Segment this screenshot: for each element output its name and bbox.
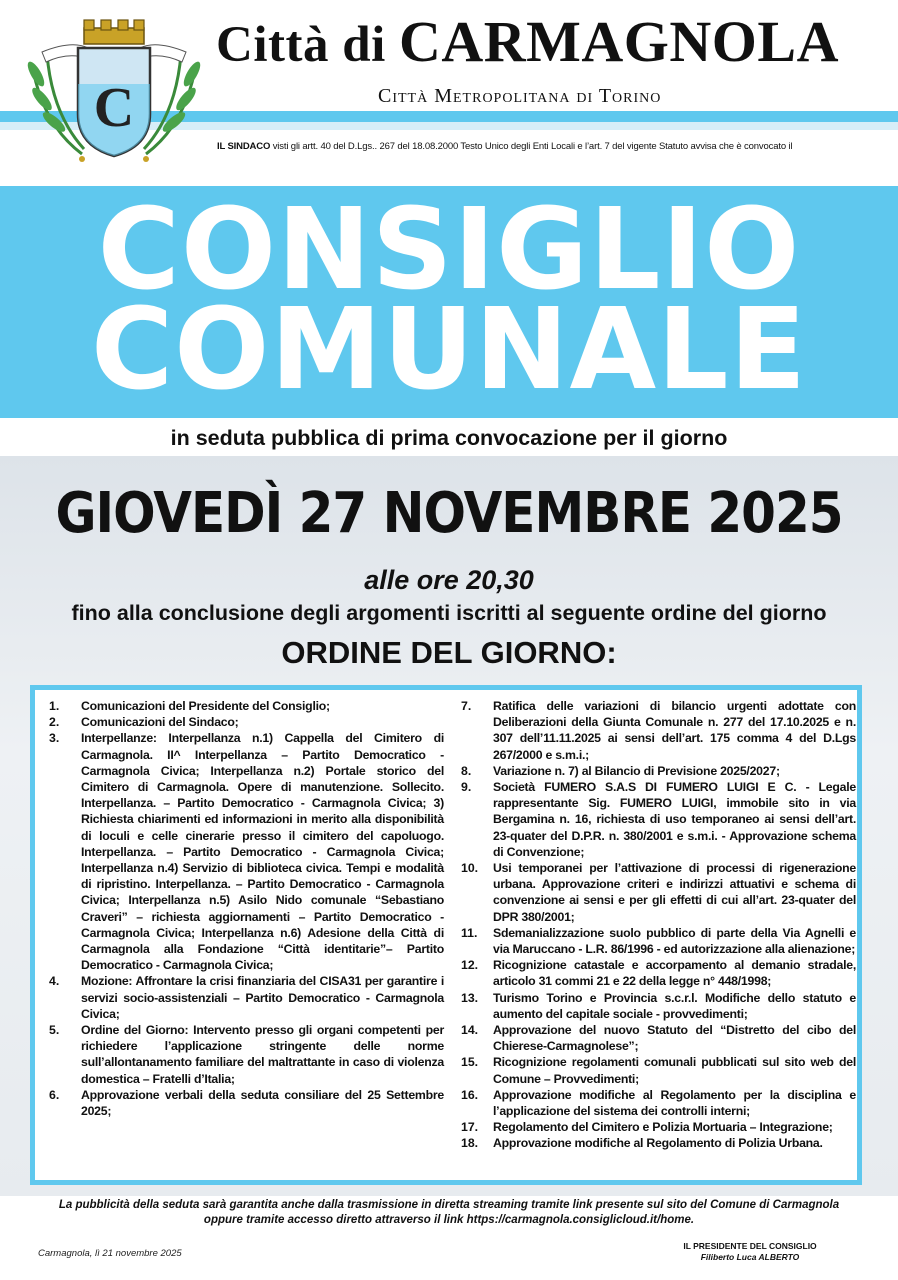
agenda-item: 8. Variazione n. 7) al Bilancio di Previsione 2025/2027; <box>461 763 780 778</box>
streaming-note-line-1: La pubblicità della seduta sarà garantita anche dalla trasmissione in diretta streaming tramite link presente sul sito del Comune di Carmagnola <box>58 1199 840 1211</box>
city-title-prefix: Città di <box>216 17 386 73</box>
header <box>0 0 898 185</box>
meeting-time: alle ore 20,30 <box>364 565 534 595</box>
sindaco-text: visti gli artt. 40 del D.Lgs.. 267 del 18.08.2000 Testo Unico degli Enti Locali e l’art. 7 del vigente Statuto avvisa che è convocato il <box>270 141 793 152</box>
agenda-column-left <box>49 698 444 1119</box>
agenda-box <box>30 685 862 1185</box>
agenda-item: 16. Approvazione modifiche al Regolamento per la disciplina e l’applicazione del sistema dei controlli interni; <box>461 1087 856 1119</box>
agenda-item: 17. Regolamento del Cimitero e Polizia Mortuaria – Integrazione; <box>461 1120 833 1135</box>
svg-text:C: C <box>93 77 135 139</box>
president-signature <box>630 1241 870 1263</box>
agenda-item: 9. Società FUMERO S.A.S DI FUMERO LUIGI E C. - Legale rappresentante Sig. FUMERO LUIGI, immobile sito in via Bergamina n. 16, richiesta di uso temporaneo ai sensi dell’art. 23-quater del D.P.R. n. 380/2001 e s.m.i. - Approvazione schema di Convenzione; <box>461 780 856 859</box>
sindaco-notice <box>217 141 792 152</box>
agenda-item: 10. Usi temporanei per l’attivazione di processi di rigenerazione urbana. Approvazione criteri e indirizzi attuativi e schema di convenzione ai sensi e per gli effetti di cui all’art. 23-quater del DPR 380/2001; <box>461 861 856 924</box>
streaming-note <box>0 1198 898 1228</box>
banner-line-1: CONSIGLIO <box>97 185 801 315</box>
agenda-item: 5. Ordine del Giorno: Intervento presso gli organi competenti per richiedere l’applicazione stringente delle norme sull’allontanamento familiare del maltrattante in caso di violenza domestica – Fratelli d’Italia; <box>49 1023 444 1086</box>
agenda-intro: fino alla conclusione degli argomenti iscritti al seguente ordine del giorno <box>71 601 827 625</box>
sindaco-label: IL SINDACO <box>217 141 271 152</box>
agenda-item: 2. Comunicazioni del Sindaco; <box>49 715 239 730</box>
agenda-item: 12. Ricognizione catastale e accorpamento al demanio stradale, articolo 31 commi 21 e 22 della legge n° 448/1998; <box>461 958 856 989</box>
agenda-item: 1. Comunicazioni del Presidente del Consiglio; <box>49 699 330 713</box>
agenda-item: 18. Approvazione modifiche al Regolamento di Polizia Urbana. <box>461 1136 823 1151</box>
agenda-item: 7. Ratifica delle variazioni di bilancio urgenti adottate con Deliberazioni della Giunta Comunale n. 277 del 17.10.2025 e n. 307 dell’11.11.2025 ai sensi dell’art. 175 comma 4 del D.Lgs 267/2000 e s.m.i.; <box>461 699 856 762</box>
agenda-item: 11. Sdemanializzazione suolo pubblico di parte della Via Agnelli e via Maruccano - L.R. 86/1996 - ed autorizzazione alla alienazione; <box>461 925 856 957</box>
banner <box>0 186 898 418</box>
city-subtitle: Città Metropolitana di Torino <box>378 85 662 107</box>
streaming-note-line-2: oppure tramite accesso diretto attraverso il link https://carmagnola.consiglicloud.it/home. <box>203 1214 695 1226</box>
banner-line-2: COMUNALE <box>90 285 808 415</box>
city-title-name: CARMAGNOLA <box>399 9 839 74</box>
agenda-column-right <box>461 698 856 1152</box>
president-name: Filiberto Luca ALBERTO <box>700 1252 800 1262</box>
city-crest-icon <box>22 14 206 164</box>
city-title <box>216 9 856 74</box>
agenda-item: 6. Approvazione verbali della seduta consiliare del 25 Settembre 2025; <box>49 1087 444 1119</box>
meeting-date: GIOVEDÌ 27 NOVEMBRE 2025 <box>55 480 843 546</box>
place-date: Carmagnola, lì 21 novembre 2025 <box>38 1248 182 1259</box>
agenda-item: 13. Turismo Torino e Provincia s.c.r.l. Modifiche dello statuto e aumento del capitale sociale - provvedimenti; <box>461 990 856 1021</box>
president-title: IL PRESIDENTE DEL CONSIGLIO <box>683 1241 817 1251</box>
seduta-text: in seduta pubblica di prima convocazione per il giorno <box>0 420 898 456</box>
agenda-item: 3. Interpellanze: Interpellanza n.1) Cappella del Cimitero di Carmagnola. II^ Interpellanza – Partito Democratico - Carmagnola Civica; Interpellanza n.2) Portale storico del Cimitero di Carmagnola. Opere di manutenzione. Sollecito. Interpellanza. – Partito Democratico - Carmagnola Civica; 3) Richiesta chiarimenti ed informazioni in merito alla disponibilità di loculi e celle cinerarie presso il cimitero del capoluogo. Interpellanza. – Partito Democratico - Carmagnola Civica; Interpellanza n.4) Servizio di biblioteca civica. Tempi e modalità di ripristino. Interpellanza. – Partito Democratico - Carmagnola Civica; Interpellanza n.5) Asilo Nido comunale “Sebastiano Craveri” – richiesta aggiornamenti – Partito Democratico - Carmagnola Civica; Interpellanza n.6) Adesione della Città di Carmagnola alla Fondazione “Città identitarie”– Partito Democratico - Carmagnola Civica; <box>49 731 444 973</box>
agenda-item: 14. Approvazione del nuovo Statuto del “Distretto del cibo del Chierese-Carmagnolese”; <box>461 1023 856 1054</box>
agenda-item: 4. Mozione: Affrontare la crisi finanziaria del CISA31 per garantire i servizi socio-assistenziali – Partito Democratico - Carmagnola Civica; <box>49 974 444 1021</box>
agenda-title: ORDINE DEL GIORNO: <box>281 635 617 670</box>
agenda-item: 15. Ricognizione regolamenti comunali pubblicati sul sito web del Comune – Provvedimenti; <box>461 1055 856 1086</box>
